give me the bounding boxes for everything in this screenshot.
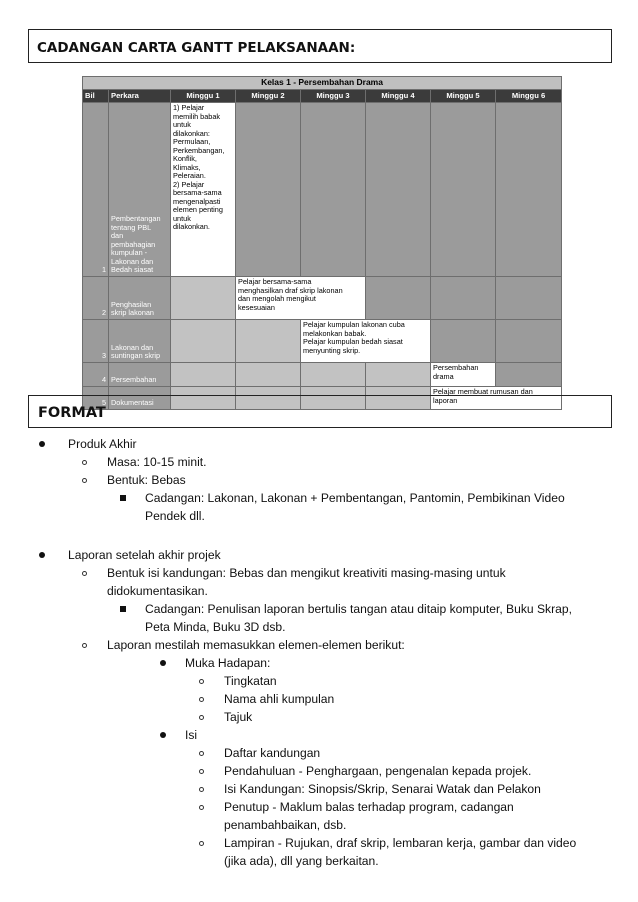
- bullet-square-icon: [120, 606, 126, 612]
- gantt-chart-table: [82, 76, 562, 410]
- perkara-cell: [109, 363, 171, 387]
- bil-cell: 5: [83, 387, 109, 410]
- gantt-title: Kelas 1 - Persembahan Drama: [83, 77, 562, 90]
- activity-line: Pelajar kumpulan bedah siasat: [303, 337, 403, 347]
- activity-line: dilakonkan:: [173, 128, 210, 138]
- gantt-header-row: [83, 90, 562, 103]
- activity-cell: [171, 103, 236, 277]
- empty-cell: [496, 320, 562, 363]
- list-item-cadangan-1-cont: Pendek dll.: [145, 509, 205, 523]
- list-item-penutup: Penutup - Maklum balas terhadap program, cadangan: [224, 800, 514, 814]
- empty-cell: [171, 320, 236, 363]
- bil-cell: 3: [83, 320, 109, 363]
- gantt-title-row: [83, 77, 562, 90]
- activity-line: 1) Pelajar: [173, 103, 205, 112]
- list-item-tingkatan: Tingkatan: [224, 674, 277, 688]
- empty-cell: [236, 320, 301, 363]
- activity-line: Permulaan,: [173, 137, 211, 147]
- empty-cell: [366, 363, 431, 387]
- list-item-lampiran: Lampiran - Rujukan, draf skrip, lembaran kerja, gambar dan video: [224, 836, 577, 850]
- empty-cell: [496, 103, 562, 277]
- activity-line: dan mengolah mengikut: [238, 294, 316, 304]
- bil-cell: 1: [83, 103, 109, 277]
- activity-cell: [236, 277, 366, 320]
- list-item-bentuk-isi-cont: didokumentasikan.: [107, 584, 208, 598]
- perkara-line: pembahagian: [111, 239, 156, 249]
- perkara-line: suntingan skrip: [111, 351, 161, 361]
- empty-cell: [496, 277, 562, 320]
- activity-line: Peleraian.: [173, 171, 206, 181]
- bullet-circle-icon: [82, 643, 87, 648]
- bullet-circle-icon: [82, 571, 87, 576]
- empty-cell: [236, 363, 301, 387]
- perkara-line: tentang PBL: [111, 222, 152, 232]
- activity-line: Klimaks,: [173, 162, 201, 172]
- activity-line: Persembahan: [433, 363, 479, 372]
- activity-line: melakonkan babak.: [303, 328, 367, 338]
- empty-cell: [366, 103, 431, 277]
- list-item-isi: Isi: [185, 728, 198, 742]
- bullet-circle-icon: [199, 715, 204, 720]
- list-item-daftar: Daftar kandungan: [224, 746, 321, 760]
- bullet-circle-icon: [82, 478, 87, 483]
- perkara-line: Lakonan dan: [111, 256, 154, 266]
- activity-line: 2) Pelajar: [173, 179, 205, 189]
- bullet-circle-icon: [199, 787, 204, 792]
- perkara-line: Persembahan: [111, 375, 157, 385]
- list-item-cadangan-2: Cadangan: Penulisan laporan bertulis tangan atau ditaip komputer, Buku Skrap,: [145, 602, 572, 616]
- list-item-bentuk: Bentuk: Bebas: [107, 473, 186, 487]
- activity-line: bersama-sama: [173, 188, 222, 198]
- header-minggu-2: Minggu 2: [236, 90, 301, 103]
- activity-line: Pelajar bersama-sama: [238, 277, 312, 286]
- perkara-line: Dokumentasi: [111, 398, 154, 408]
- list-item-masa: Masa: 10-15 minit.: [107, 455, 207, 469]
- list-item-lampiran-cont: (jika ada), dll yang berkaitan.: [224, 854, 379, 868]
- activity-line: menyunting skrip.: [303, 345, 361, 355]
- empty-cell: [301, 103, 366, 277]
- activity-line: untuk: [173, 120, 191, 130]
- empty-cell: [431, 103, 496, 277]
- activity-line: Pelajar membuat rumusan dan: [433, 387, 533, 396]
- table-row: [83, 363, 562, 387]
- bullet-circle-icon: [199, 841, 204, 846]
- bullet-dot-icon: [160, 732, 166, 738]
- activity-line: drama: [433, 371, 454, 381]
- activity-line: dilakonkan.: [173, 222, 210, 232]
- list-item-cadangan-1: Cadangan: Lakonan, Lakonan + Pembentangan, Pantomin, Pembikinan Video: [145, 491, 565, 505]
- header-minggu-5: Minggu 5: [431, 90, 496, 103]
- activity-line: laporan: [433, 395, 458, 405]
- perkara-line: skrip lakonan: [111, 308, 154, 318]
- bullet-circle-icon: [199, 697, 204, 702]
- bullet-dot-icon: [160, 660, 166, 666]
- list-item-produk-akhir: Produk Akhir: [68, 437, 137, 451]
- empty-cell: [236, 103, 301, 277]
- bullet-circle-icon: [199, 751, 204, 756]
- activity-line: menghasilkan draf skrip lakonan: [238, 285, 343, 295]
- empty-cell: [171, 277, 236, 320]
- table-row: [83, 103, 562, 277]
- table-row: [83, 320, 562, 363]
- list-item-muka-hadapan: Muka Hadapan:: [185, 656, 271, 670]
- perkara-line: kumpulan -: [111, 248, 148, 258]
- activity-line: mengenalpasti: [173, 196, 221, 206]
- list-item-cadangan-2-cont: Peta Minda, Buku 3D dsb.: [145, 620, 286, 634]
- perkara-line: Pembentangan: [111, 214, 161, 224]
- bullet-circle-icon: [82, 460, 87, 465]
- activity-line: untuk: [173, 213, 191, 223]
- bullet-dot-icon: [39, 552, 45, 558]
- bil-cell: 2: [83, 277, 109, 320]
- header-minggu-6: Minggu 6: [496, 90, 562, 103]
- gantt-section-title: CADANGAN CARTA GANTT PELAKSANAAN:: [37, 40, 356, 56]
- format-section-title: FORMAT: [38, 405, 106, 421]
- header-perkara: Perkara: [109, 90, 171, 103]
- perkara-line: dan: [111, 231, 124, 241]
- header-minggu-3: Minggu 3: [301, 90, 366, 103]
- format-section-header: [28, 395, 612, 428]
- empty-cell: [431, 320, 496, 363]
- header-minggu-1: Minggu 1: [171, 90, 236, 103]
- bullet-square-icon: [120, 495, 126, 501]
- list-item-penutup-cont: penambahbaikan, dsb.: [224, 818, 347, 832]
- list-item-pendahuluan: Pendahuluan - Penghargaan, pengenalan kepada projek.: [224, 764, 532, 778]
- table-row: [83, 277, 562, 320]
- activity-line: memilih babak: [173, 111, 221, 121]
- perkara-line: Penghasilan: [111, 299, 152, 309]
- activity-cell: [431, 363, 496, 387]
- activity-line: Pelajar kumpulan lakonan cuba: [303, 320, 405, 329]
- bullet-circle-icon: [199, 805, 204, 810]
- activity-cell: [301, 320, 431, 363]
- list-item-laporan: Laporan setelah akhir projek: [68, 548, 221, 562]
- perkara-line: Bedah siasat: [111, 265, 154, 275]
- perkara-cell: [109, 277, 171, 320]
- empty-cell: [171, 363, 236, 387]
- bil-cell: 4: [83, 363, 109, 387]
- list-item-isi-kandungan: Isi Kandungan: Sinopsis/Skrip, Senarai Watak dan Pelakon: [224, 782, 541, 796]
- gantt-section-header: [28, 29, 612, 63]
- list-item-nama-ahli: Nama ahli kumpulan: [224, 692, 335, 706]
- perkara-line: Lakonan dan: [111, 342, 154, 352]
- list-item-mestilah: Laporan mestilah memasukkan elemen-elemen berikut:: [107, 638, 405, 652]
- activity-line: elemen penting: [173, 205, 223, 215]
- bullet-circle-icon: [199, 769, 204, 774]
- header-minggu-4: Minggu 4: [366, 90, 431, 103]
- bullet-circle-icon: [199, 679, 204, 684]
- perkara-cell: [109, 103, 171, 277]
- empty-cell: [366, 277, 431, 320]
- activity-line: kesesuaian: [238, 302, 275, 312]
- activity-line: Konflik,: [173, 154, 197, 164]
- perkara-cell: [109, 320, 171, 363]
- empty-cell: [496, 363, 562, 387]
- activity-line: Perkembangan,: [173, 145, 225, 155]
- empty-cell: [301, 363, 366, 387]
- bullet-dot-icon: [39, 441, 45, 447]
- list-item-bentuk-isi: Bentuk isi kandungan: Bebas dan mengikut kreativiti masing-masing untuk: [107, 566, 506, 580]
- header-bil: Bil: [83, 90, 109, 103]
- empty-cell: [431, 277, 496, 320]
- list-item-tajuk: Tajuk: [224, 710, 253, 724]
